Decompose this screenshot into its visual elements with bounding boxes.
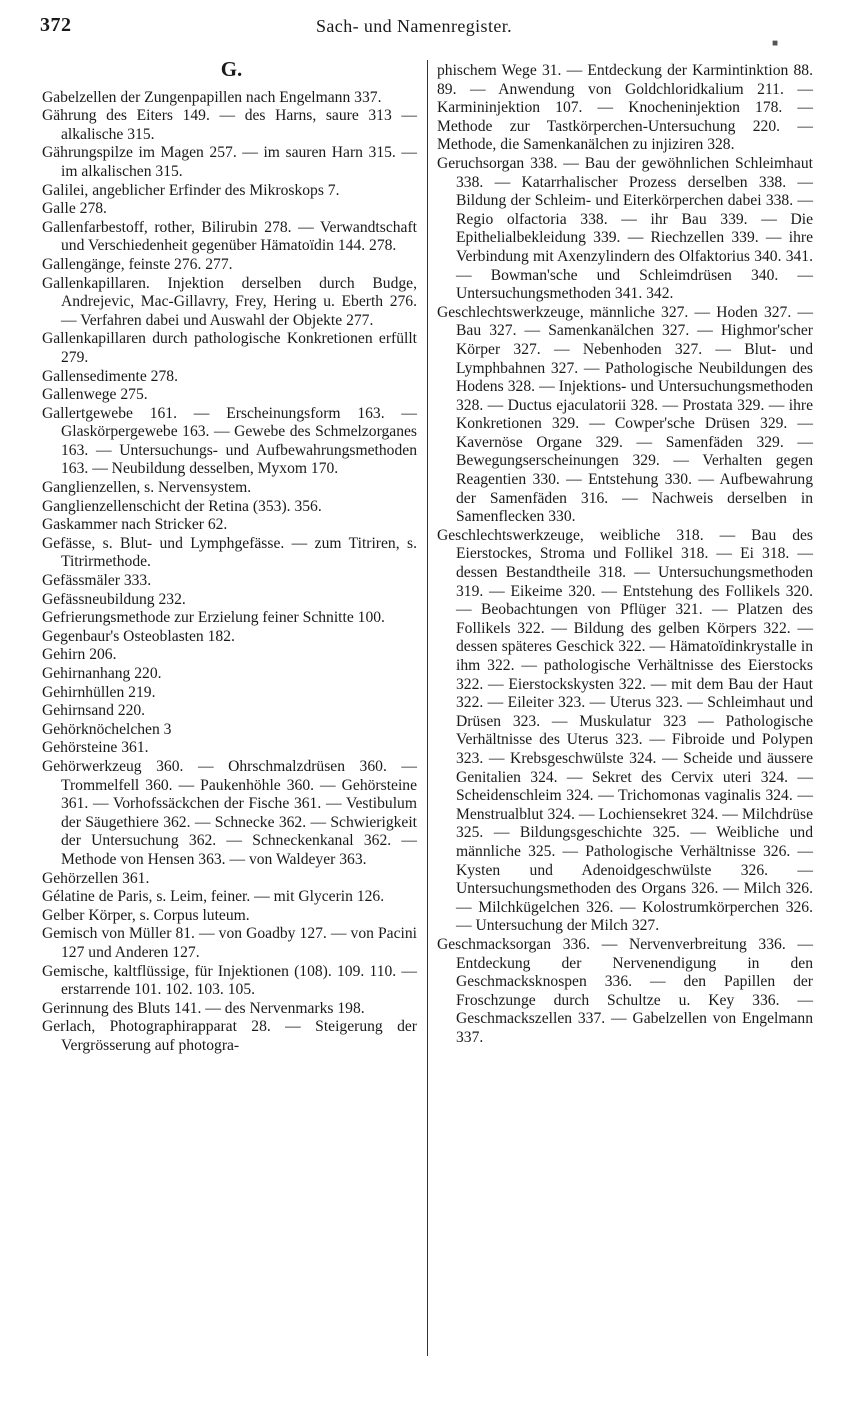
index-entry: Gallensedimente 278. [42,367,178,385]
index-entry: Gehörsteine 361. [42,739,149,757]
index-entry: Gelber Körper, s. Corpus luteum. [42,906,250,924]
index-entry: Geruchsorgan 338. — Bau der gewöhnlichen Schleimhaut 338. — Katarrhalischer Prozess derselben 338. — Bildung der Schleim- und Eiterkörperchen dabei 338. — Regio olfactoria 338. — ihr Bau 339. — Die Epithelialbekleidung 339. — Riechzellen 339. — ihre Verbindung mit Axenzylindern des Olfaktorius 340. 341. — Bowman'sche und Schleimdrüsen 340. — Untersuchungsmethoden 341. 342. [437,154,813,303]
index-entry: Gallengänge, feinste 276. 277. [42,255,233,273]
index-entry: Gährungspilze im Magen 257. — im sauren Harn 315. — im alkalischen 315. [42,144,417,180]
index-entry: Gerinnung des Bluts 141. — des Nervenmarks 198. [42,999,365,1017]
index-entry: Geschlechtswerkzeuge, weibliche 318. — Bau des Eierstockes, Stroma und Follikel 318. — Ei 318. — dessen Bestandtheile 318. — Untersuchungsmethoden 319. — Eikeime 320. — Entstehung des Follikels 320. — Beobachtungen von Pflüger 321. — Platzen des Follikels 322. — Bildung des gelben Körpers 322. — dessen späteres Geschick 322. — Hämatoïdinkrystalle in ihm 322. — pathologische Verhältnisse des Eierstocks 322. — Eierstockskysten 322. — mit dem Bau der Haut 322. — Eileiter 323. — Uterus 323. — Schleimhaut und Drüsen 323. — Muskulatur 323 — Pathologische Verhältnisse des Uterus 323. — Fibroide und Polypen 323. — Krebsgeschwülste 324. — Scheide und äussere Genitalien 324. — Sekret des Cervix uteri 324. — Scheidenschleim 324. — Trichomonas vaginalis 324. — Menstrualblut 324. — Lochiensekret 324. — Milchdrüse 325. — Bildungsgeschichte 325. — Weibliche und männliche 325. — Pathologische Verhältnisse 326. — Kysten und Adenoidgeschwülste 326. — Untersuchungsmethoden des Organs 326. — Milch 326. — Milchkügelchen 326. — Kolostrumkörperchen 326. — Untersuchung der Milch 327. [437,526,813,935]
page-number: 372 [40,14,72,36]
left-entry-list [42,89,417,1056]
index-entry: Gerlach, Photographirapparat 28. — Steigerung der Vergrösserung auf photogra- [42,1018,417,1054]
index-entry: Gehirnsand 220. [42,702,146,720]
index-entry: Gallenfarbestoff, rother, Bilirubin 278. — Verwandtschaft und Verschiedenheit gegenüber Hämatoïdin 144. 278. [42,218,417,255]
index-entry: Gallenkapillaren. Injektion derselben durch Budge, Andrejevic, Mac-Gillavry, Frey, Hering u. Eberth 276. — Verfahren dabei und Auswahl der Objekte 277. [42,274,417,329]
index-entry: Geschmacksorgan 336. — Nervenverbreitung 336. — Entdeckung der Nervenendigung in den Geschmacksknospen 336. — den Papillen der Froschzunge durch Schultze u. Key 336. — Geschmackszellen 337. — Gabelzellen von Engelmann 337. [437,935,813,1046]
index-entry: Gaskammer nach Stricker 62. [42,516,228,534]
index-entry: Galle 278. [42,200,107,218]
index-entry: Gemisch von Müller 81. — von Goadby 127. — von Pacini 127 und Anderen 127. [42,925,417,961]
index-entry: Gehirn 206. [42,646,117,664]
right-entry-list [437,155,813,1048]
index-entry: Gefässe, s. Blut- und Lymphgefässe. — zum Titriren, s. Titrirmethode. [42,534,417,571]
index-entry: Gabelzellen der Zungenpapillen nach Engelmann 337. [42,88,382,106]
index-entry: Gehörwerkzeug 360. — Ohrschmalzdrüsen 360. — Trommelfell 360. — Paukenhöhle 360. — Gehörsteine 361. — Vorhofssäckchen der Fische 361. — Vestibulum der Säugethiere 362. — Schnecke 362. — Schwierigkeit der Untersuchung 362. — Schneckenkanal 362. — Methode von Hensen 363. — von Waldeyer 363. [42,757,417,868]
index-entry: Gehörzellen 361. [42,869,150,887]
continued-entry: phischem Wege 31. — Entdeckung der Karmintinktion 88. 89. — Anwendung von Goldchloridkalium 211. — Karmininjektion 107. — Knocheninjektion 178. — Methode zur Tastkörperchen-Untersuchung 220. — Methode, die Samenkanälchen zu injiziren 328. [437,62,813,154]
right-column [437,62,813,1047]
section-letter: G. [220,57,243,81]
running-head: Sach- und Namenregister. [316,16,513,36]
index-entry: Gallenwege 275. [42,386,148,404]
index-entry: Gefässneubildung 232. [42,590,186,608]
printer-mark: ■ [772,38,779,49]
column-divider [427,60,428,1356]
index-entry: Ganglienzellenschicht der Retina (353). 356. [42,497,322,515]
index-entry: Gehörknöchelchen 3 [42,720,172,738]
index-entry: Gefässmäler 333. [42,572,152,590]
index-entry: Gélatine de Paris, s. Leim, feiner. — mit Glycerin 126. [42,888,385,906]
index-entry: Gehirnanhang 220. [42,665,162,682]
index-entry: Gallenkapillaren durch pathologische Konkretionen erfüllt 279. [42,330,417,366]
left-column [42,54,417,1055]
index-entry: Gährung des Eiters 149. — des Harns, saure 313 — alkalische 315. [42,107,417,143]
index-entry: Ganglienzellen, s. Nervensystem. [42,479,252,497]
index-entry: Gegenbaur's Osteoblasten 182. [42,627,235,645]
index-entry: Gemische, kaltflüssige, für Injektionen (108). 109. 110. — erstarrende 101. 102. 103. 105. [42,962,417,999]
index-entry: Gefrierungsmethode zur Erzielung feiner Schnitte 100. [42,609,385,627]
index-entry: Geschlechtswerkzeuge, männliche 327. — Hoden 327. — Bau 327. — Samenkanälchen 327. — Highmor'scher Körper 327. — Nebenhoden 327. — Blut- und Lymphbahnen 327. — Pathologische Neubildungen des Hodens 328. — Injektions- und Untersuchungsmethoden 328. — Ductus ejaculatorii 328. — Prostata 329. — ihre Konkretionen 329. — Cowper'sche Drüsen 329. — Kavernöse Organe 329. — Samenfäden 329. — Bewegungserscheinungen 329. — Verhalten gegen Reagentien 330. — Entstehung 330. — Aufbewahrung der Samenfäden 316. — Nachweis derselben in Samenflecken 330. [437,303,813,526]
index-entry: Gallertgewebe 161. — Erscheinungsform 163. — Glaskörpergewebe 163. — Gewebe des Schmelzorganes 163. — Untersuchungs- und Aufbewahrungsmethoden 163. — Neubildung desselben, Myxom 170. [42,404,417,478]
index-entry: Galilei, angeblicher Erfinder des Mikroskops 7. [42,181,340,199]
index-entry: Gehirnhüllen 219. [42,683,156,701]
